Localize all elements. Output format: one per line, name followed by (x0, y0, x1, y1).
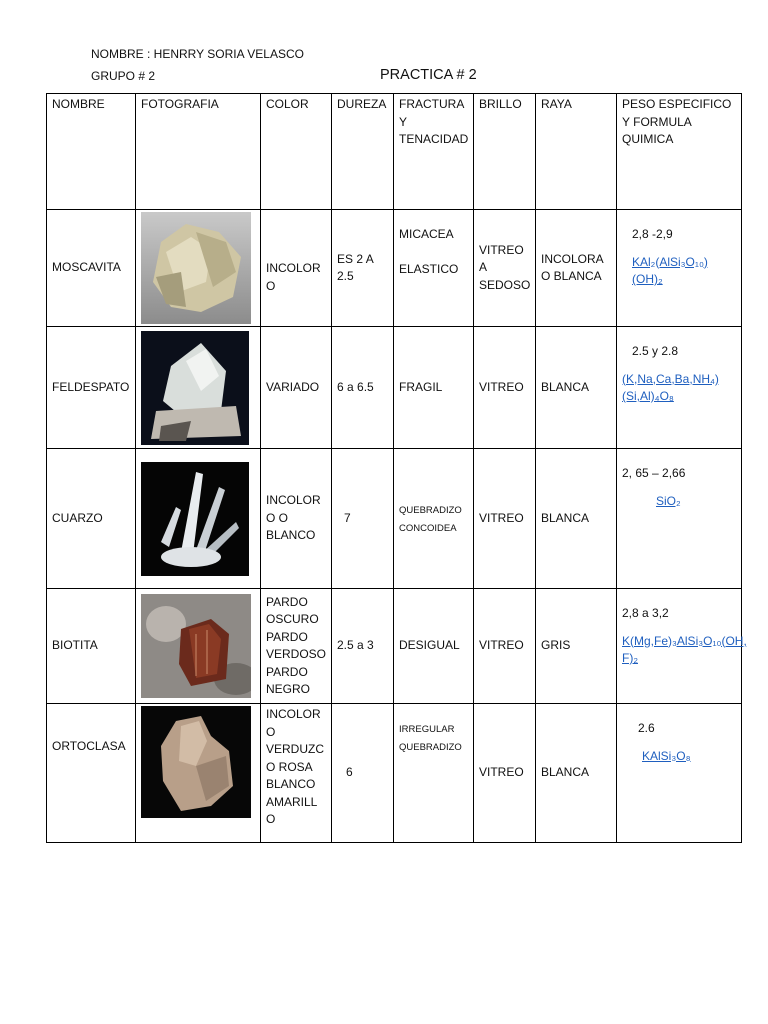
cell-fractura (394, 449, 474, 589)
col-header-fotografia: FOTOGRAFIA (136, 94, 261, 210)
cell-raya: BLANCA (536, 704, 617, 843)
formula-link[interactable]: KAl₂(AlSi₃O₁₀)(OH)₂ (632, 254, 708, 286)
fractura-text: MICACEA (399, 227, 454, 241)
cell-photo (136, 210, 261, 327)
orthoclase-photo (141, 706, 251, 818)
quartz-photo (141, 462, 249, 576)
cell-photo (136, 449, 261, 589)
col-header-nombre: NOMBRE (47, 94, 136, 210)
cell-brillo: VITREO (474, 704, 536, 843)
cell-brillo: VITREO A SEDOSO (474, 210, 536, 327)
cell-brillo: VITREO (474, 327, 536, 449)
formula-link[interactable]: SiO₂ (656, 493, 681, 508)
group-number: GRUPO # 2 (91, 69, 156, 83)
cell-color: INCOLOR O VERDUZC O ROSA BLANCO AMARILL O (261, 704, 332, 843)
cell-color: INCOLOR O (261, 210, 332, 327)
cell-raya: INCOLORA O BLANCA (536, 210, 617, 327)
formula-link[interactable]: K(Mg,Fe)₃AlSi₃O₁₀(OH, F)₂ (622, 633, 747, 665)
cell-brillo: VITREO (474, 449, 536, 589)
muscovite-photo (141, 212, 251, 324)
cell-fractura (394, 704, 474, 843)
cell-peso (617, 210, 742, 327)
cell-peso (617, 704, 742, 843)
cell-dureza: 2.5 a 3 (332, 589, 394, 704)
cell-color: INCOLOR O O BLANCO (261, 449, 332, 589)
cell-raya: GRIS (536, 589, 617, 704)
cell-dureza: 7 (332, 449, 394, 589)
cell-brillo: VITREO (474, 589, 536, 704)
minerals-table (46, 93, 747, 843)
peso-value: 2, 65 – 2,66 (622, 466, 686, 480)
peso-value: 2.5 y 2.8 (632, 344, 679, 358)
cell-peso (617, 589, 747, 704)
col-header-peso: PESO ESPECIFICO Y FORMULA QUIMICA (617, 94, 742, 210)
peso-value: 2.6 (638, 721, 655, 735)
fractura-text: IRREGULAR QUEBRADIZO (399, 724, 462, 753)
peso-value: 2,8 -2,9 (632, 227, 673, 241)
cell-raya: BLANCA (536, 327, 617, 449)
formula-link[interactable]: (K,Na,Ca,Ba,NH₄)(Si,Al)₄O₈ (622, 371, 719, 403)
cell-dureza: 6 a 6.5 (332, 327, 394, 449)
cell-nombre: ORTOCLASA (47, 704, 136, 843)
tenacidad-text: ELASTICO (399, 261, 459, 276)
col-header-dureza: DUREZA (332, 94, 394, 210)
col-header-brillo: BRILLO (474, 94, 536, 210)
cell-photo (136, 327, 261, 449)
cell-dureza: ES 2 A 2.5 (332, 210, 394, 327)
cell-fractura: DESIGUAL (394, 589, 474, 704)
peso-value: 2,8 a 3,2 (622, 606, 669, 620)
cell-raya: BLANCA (536, 449, 617, 589)
formula-link[interactable]: KAlSi₃O₈ (642, 748, 691, 763)
col-header-color: COLOR (261, 94, 332, 210)
cell-photo (136, 704, 261, 843)
biotite-photo (141, 594, 251, 698)
page-title: PRACTICA # 2 (380, 67, 477, 83)
cell-nombre: CUARZO (47, 449, 136, 589)
table-row (47, 589, 742, 704)
student-name: NOMBRE : HENRRY SORIA VELASCO (91, 47, 304, 61)
cell-peso (617, 449, 742, 589)
cell-fractura (394, 210, 474, 327)
cell-nombre: BIOTITA (47, 589, 136, 704)
cell-color: VARIADO (261, 327, 332, 449)
col-header-raya: RAYA (536, 94, 617, 210)
cell-color: PARDO OSCURO PARDO VERDOSO PARDO NEGRO (261, 589, 332, 704)
cell-nombre: MOSCAVITA (47, 210, 136, 327)
table-row (47, 327, 742, 449)
col-header-fractura: FRACTURA Y TENACIDAD (394, 94, 474, 210)
cell-fractura: FRAGIL (394, 327, 474, 449)
table-row (47, 210, 742, 327)
header-row (47, 94, 742, 210)
table-row (47, 704, 742, 843)
cell-photo (136, 589, 261, 704)
feldspar-photo (141, 331, 249, 445)
cell-dureza: 6 (332, 704, 394, 843)
table-row (47, 449, 742, 589)
fractura-text: QUEBRADIZO CONCOIDEA (399, 505, 462, 534)
cell-peso (617, 327, 742, 449)
cell-nombre: FELDESPATO (47, 327, 136, 449)
